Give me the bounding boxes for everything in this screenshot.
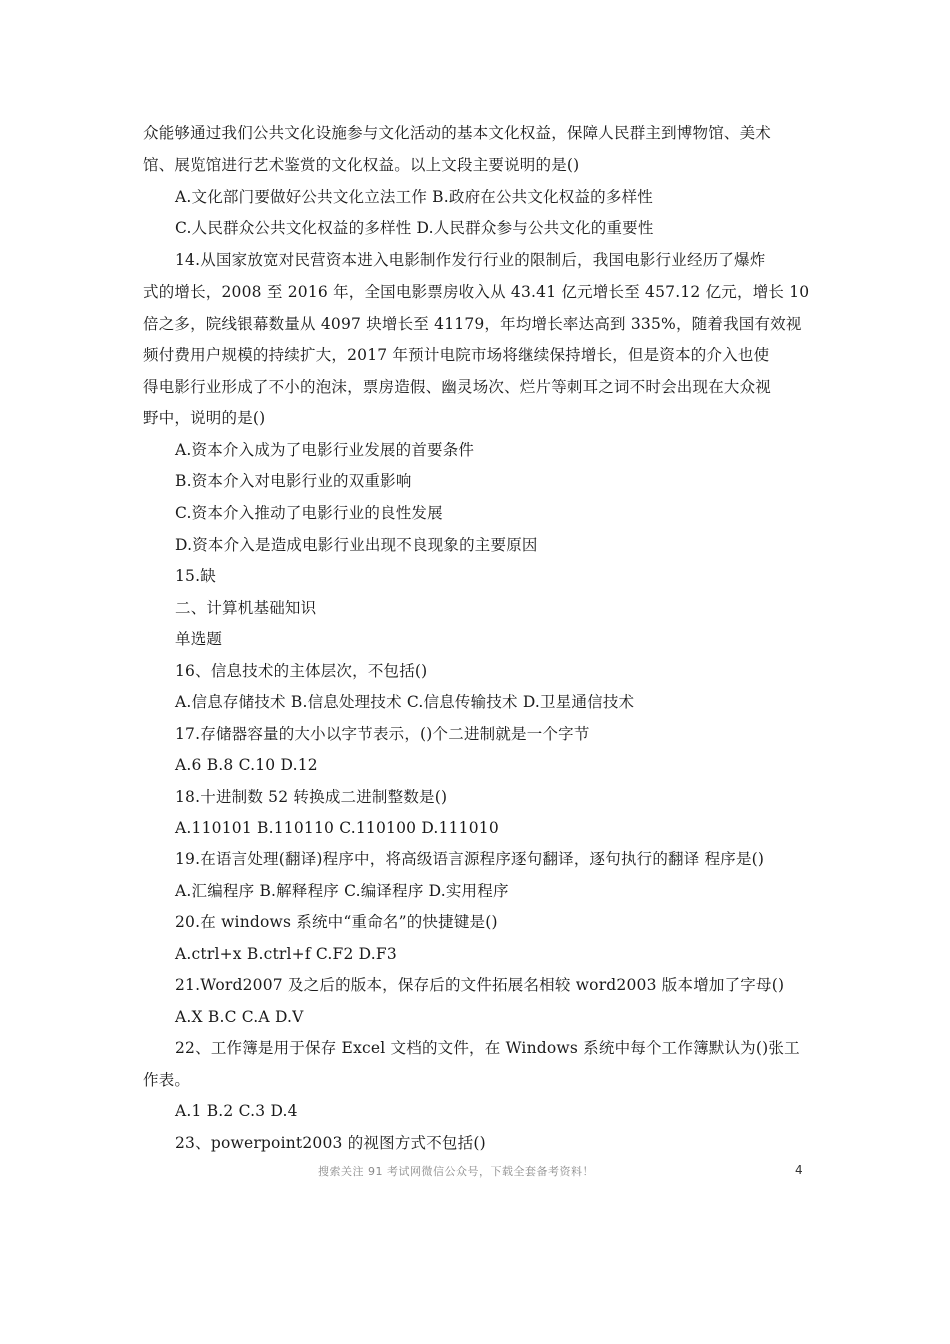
text-line: 频付费用户规模的持续扩大，2017 年预计电院市场将继续保持增长，但是资本的介入也使 [143, 346, 770, 364]
question-23: 23、powerpoint2003 的视图方式不包括() [175, 1134, 486, 1152]
option-line: A.X B.C C.A D.V [175, 1008, 304, 1026]
text-line: 作表。 [143, 1071, 191, 1089]
section-heading: 二、计算机基础知识 [175, 599, 317, 617]
option-line: A.ctrl+x B.ctrl+f C.F2 D.F3 [175, 945, 397, 963]
text-line: 得电影行业形成了不小的泡沫，票房造假、幽灵场次、烂片等刺耳之词不时会出现在大众视 [143, 378, 772, 396]
question-17: 17.存储器容量的大小以字节表示，()个二进制就是一个字节 [175, 725, 590, 743]
page-number: 4 [795, 1163, 803, 1177]
option-line: B.资本介入对电影行业的双重影响 [175, 472, 412, 490]
option-line: A.信息存储技术 B.信息处理技术 C.信息传输技术 D.卫星通信技术 [175, 693, 635, 711]
option-line: A.6 B.8 C.10 D.12 [175, 756, 318, 774]
option-line: A.1 B.2 C.3 D.4 [175, 1102, 298, 1120]
question-18: 18.十进制数 52 转换成二进制整数是() [175, 788, 448, 806]
question-15: 15.缺 [175, 567, 216, 585]
question-21: 21.Word2007 及之后的版本，保存后的文件拓展名相较 word2003 版本增加了字母() [175, 976, 785, 994]
option-line: C.人民群众公共文化权益的多样性 D.人民群众参与公共文化的重要性 [175, 219, 654, 237]
text-line: 式的增长，2008 至 2016 年，全国电影票房收入从 43.41 亿元增长至 457.12 亿元，增长 10 [143, 283, 810, 301]
text-line: 倍之多，院线银幕数量从 4097 块增长至 41179，年均增长率达高到 335%，随着我国有效视 [143, 315, 802, 333]
option-line: D.资本介入是造成电影行业出现不良现象的主要原因 [175, 536, 538, 554]
option-line: A.文化部门要做好公共文化立法工作 B.政府在公共文化权益的多样性 [175, 188, 653, 206]
page-footer [0, 1163, 950, 1183]
question-19: 19.在语言处理(翻译)程序中，将高级语言源程序逐句翻译，逐句执行的翻译 程序是() [175, 850, 765, 868]
text-line: 野中，说明的是() [143, 409, 266, 427]
option-line: A.汇编程序 B.解释程序 C.编译程序 D.实用程序 [175, 882, 509, 900]
question-22: 22、工作簿是用于保存 Excel 文档的文件，在 Windows 系统中每个工作簿默认为()张工 [175, 1039, 800, 1057]
question-16: 16、信息技术的主体层次，不包括() [175, 662, 428, 680]
text-line: 众能够通过我们公共文化设施参与文化活动的基本文化权益，保障人民群主到博物馆、美术 [143, 124, 772, 142]
subsection-heading: 单选题 [175, 630, 223, 648]
option-line: C.资本介入推动了电影行业的良性发展 [175, 504, 443, 522]
text-line: 馆、展览馆进行艺术鉴赏的文化权益。以上文段主要说明的是() [143, 156, 580, 174]
option-line: A.资本介入成为了电影行业发展的首要条件 [175, 441, 475, 459]
option-line: A.110101 B.110110 C.110100 D.111010 [175, 819, 499, 837]
question-14: 14.从国家放宽对民营资本进入电影制作发行行业的限制后，我国电影行业经历了爆炸 [175, 251, 766, 269]
footer-note: 搜索关注 91 考试网微信公众号，下载全套备考资料！ [318, 1165, 594, 1178]
question-20: 20.在 windows 系统中“重命名”的快捷键是() [175, 913, 498, 931]
